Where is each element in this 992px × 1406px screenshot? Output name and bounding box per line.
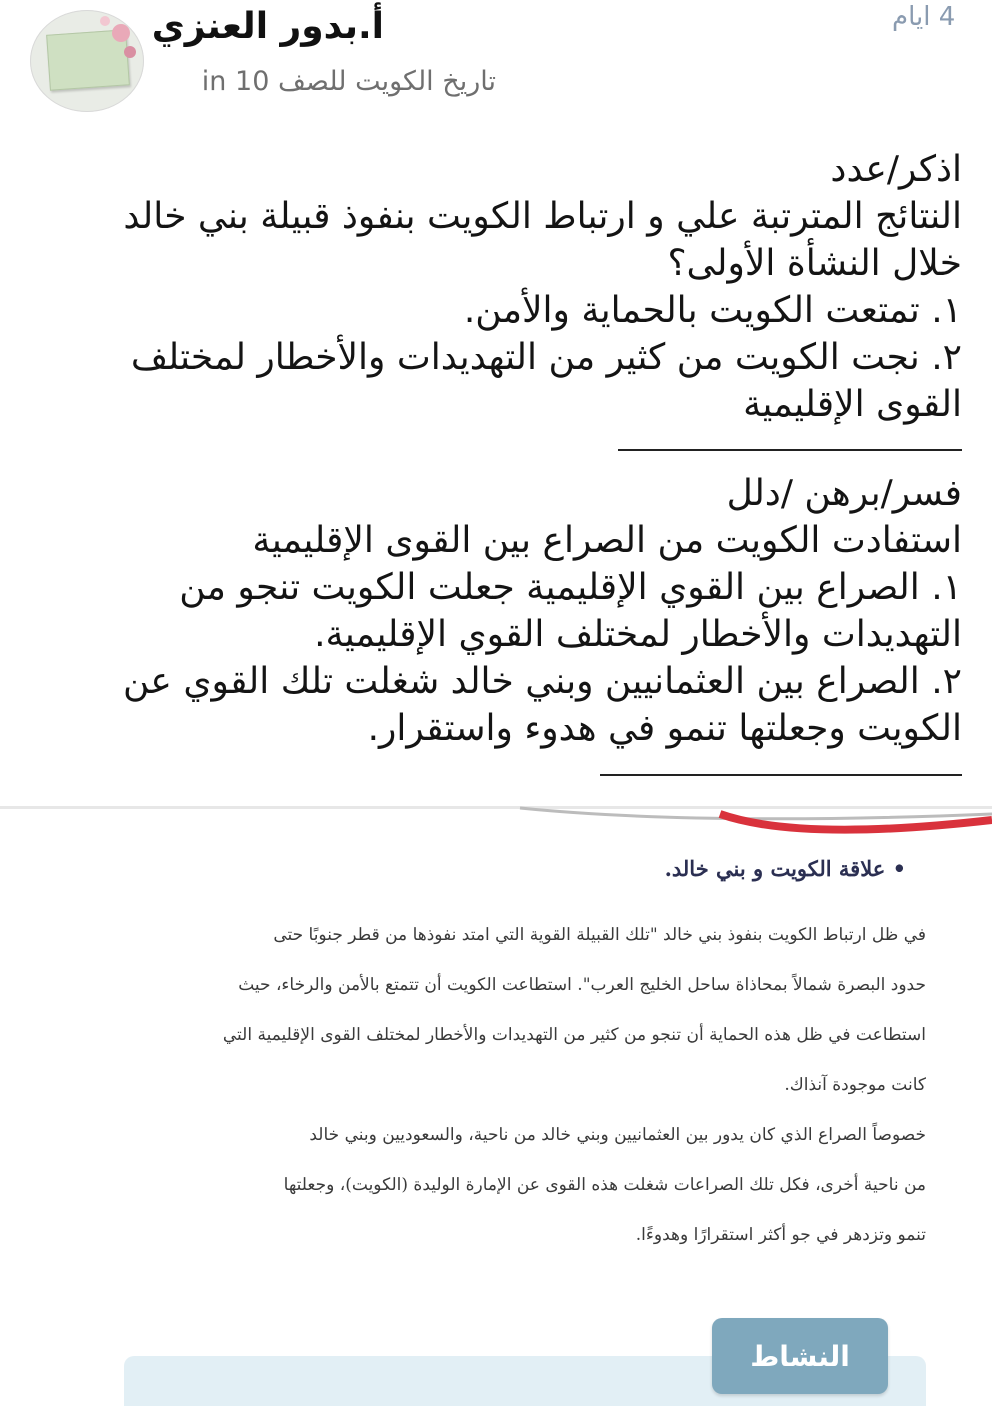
flower-icon — [100, 16, 110, 26]
post-line: ٢. الصراع بين العثمانيين وبني خالد شغلت تلك القوي عن — [122, 661, 962, 702]
in-label: in — [201, 66, 227, 97]
group-link[interactable] — [202, 66, 496, 97]
post-line: استفادت الكويت من الصراع بين القوى الإقليمية — [252, 520, 962, 561]
flower-icon — [124, 46, 136, 58]
attached-textbook-image[interactable] — [0, 806, 992, 1403]
post-line: خلال النشأة الأولى؟ — [667, 243, 962, 284]
textbook-line: في ظل ارتباط الكويت بنفوذ بني خالد "تلك القبيلة القوية التي امتد نفوذها من قطر جنوبًا حتى — [273, 925, 926, 945]
post-timestamp: 4 ايام — [892, 2, 956, 32]
divider — [600, 774, 962, 776]
textbook-line: حدود البصرة شمالاً بمحاذاة ساحل الخليج العرب". استطاعت الكويت أن تتمتع بالأمن والرخاء، حيث — [238, 975, 926, 995]
group-name[interactable]: تاريخ الكويت للصف 10 — [235, 66, 496, 97]
post-line: ١. تمتعت الكويت بالحماية والأمن. — [463, 290, 962, 331]
activity-tab: النشاط — [712, 1318, 888, 1394]
textbook-line: من ناحية أخرى، فكل تلك الصراعات شغلت هذه القوى عن الإمارة الوليدة (الكويت)، وجعلتها — [283, 1175, 926, 1195]
textbook-line: كانت موجودة آنذاك. — [784, 1075, 926, 1095]
textbook-paragraph — [126, 1110, 926, 1260]
post-line: ٢. نجت الكويت من كثير من التهديدات والأخطار لمختلف — [130, 337, 962, 378]
textbook-line: خصوصاً الصراع الذي كان يدور بين العثمانيين وبني خالد من ناحية، والسعوديين وبني خالد — [309, 1125, 926, 1145]
post-line: فسر/برهن /دلل — [726, 473, 962, 514]
decorative-swoosh-icon — [0, 806, 992, 846]
post-line: ١. الصراع بين القوي الإقليمية جعلت الكويت تنجو من — [179, 567, 962, 608]
textbook-line: استطاعت في ظل هذه الحماية أن تنجو من كثير من التهديدات والأخطار لمختلف القوى الإقليمية التي — [222, 1025, 926, 1045]
textbook-heading: • علاقة الكويت و بني خالد. — [664, 856, 906, 881]
author-name[interactable]: أ.بدور العنزي — [151, 6, 384, 47]
post-section-explain — [62, 470, 962, 752]
avatar[interactable] — [30, 10, 144, 112]
flower-icon — [112, 24, 130, 42]
post-line: النتائج المترتبة علي و ارتباط الكويت بنفوذ قبيلة بني خالد — [123, 196, 962, 237]
divider — [618, 449, 962, 451]
textbook-line: تنمو وتزدهر في جو أكثر استقرارًا وهدوءًا. — [635, 1225, 926, 1245]
post-line: التهديدات والأخطار لمختلف القوي الإقليمية. — [314, 614, 962, 655]
post-line: الكويت وجعلتها تنمو في هدوء واستقرار. — [367, 708, 962, 749]
post-section-list — [62, 146, 962, 428]
post-line: اذكر/عدد — [830, 149, 962, 190]
textbook-paragraph — [126, 910, 926, 1110]
post-line: القوى الإقليمية — [743, 384, 962, 425]
